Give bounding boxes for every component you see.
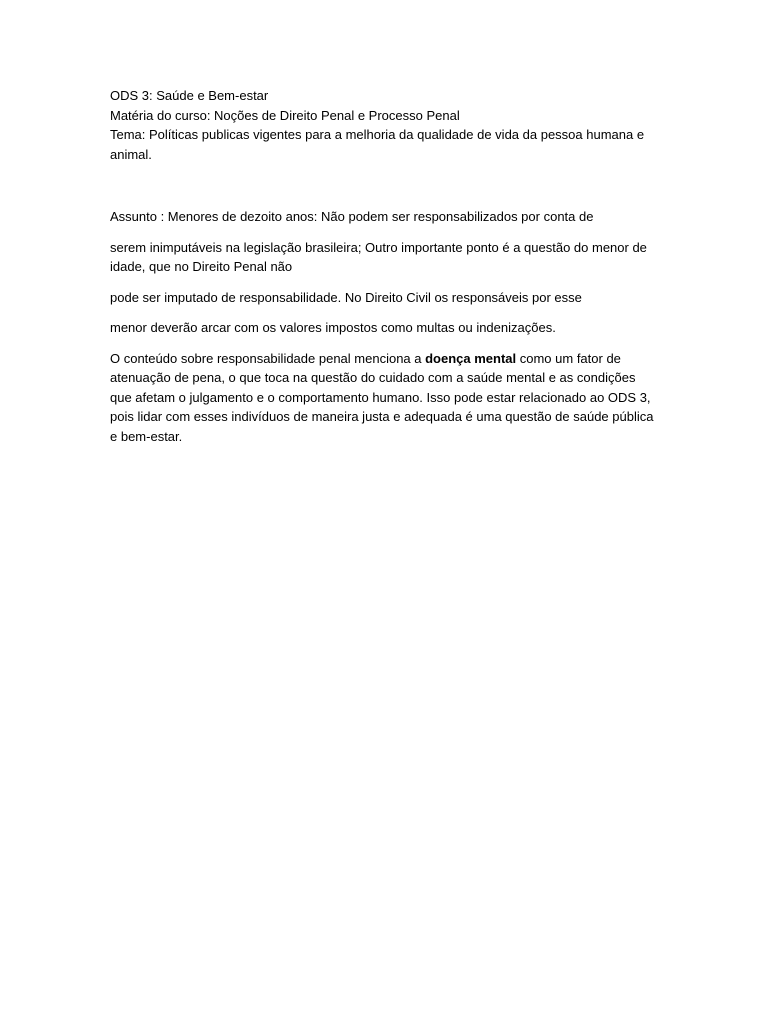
paragraph-imputado: pode ser imputado de responsabilidade. No Direito Civil os responsáveis por esse [110,289,582,305]
tema-line: Tema: Políticas publicas vigentes para a melhoria da qualidade de vida da pessoa humana e animal. [110,127,645,162]
paragraph-menor: menor deverão arcar com os valores impostos como multas ou indenizações. [110,320,556,335]
doenca-mental-bold: doença mental [425,350,517,366]
materia-line: Matéria do curso: Noções de Direito Penal e Processo Penal [110,107,460,123]
doenca-mental-text-before: O conteúdo sobre responsabilidade penal menciona a [110,350,426,366]
paragraph-inimputaveis: serem inimputáveis na legislação brasileira; Outro importante ponto é a questão do menor de idade, que no Direito Penal não [110,239,647,274]
document-header [110,86,658,164]
paragraph-doenca-mental [110,349,658,447]
ods-line: ODS 3: Saúde e Bem-estar [110,88,269,103]
doenca-mental-text-after: como um fator de atenuação de pena, o que toca na questão do cuidado com a saúde mental e as condições que afetam o julgamento e o comportamento humano. Isso pode estar relacionado ao ODS 3, pois lidar com esses indivíduos de maneira justa e adequada é uma questão de saúde pública e bem-estar. [110,350,654,444]
document-content [110,86,658,457]
blank-space [110,164,658,207]
paragraph-assunto: Assunto : Menores de dezoito anos: Não podem ser responsabilizados por conta de [110,209,594,224]
